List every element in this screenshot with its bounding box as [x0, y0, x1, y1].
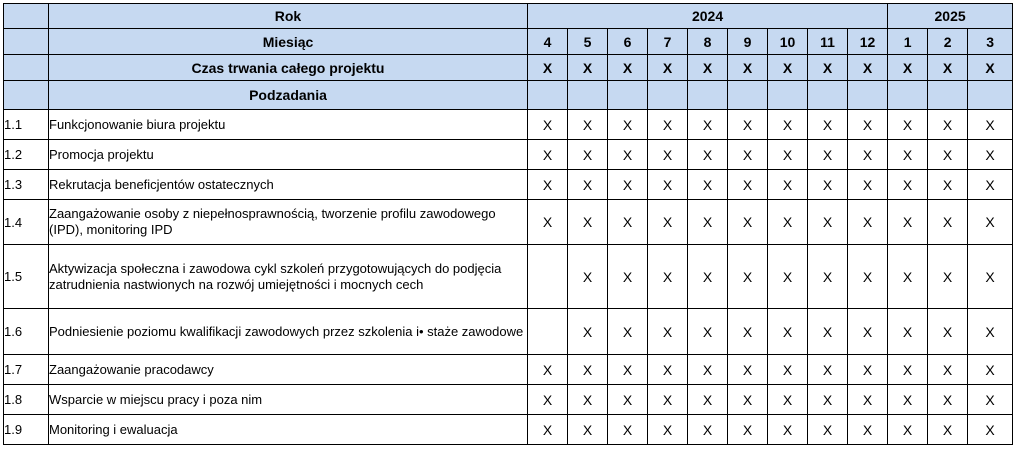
schedule-mark: X — [688, 355, 728, 385]
task-row — [4, 415, 1013, 445]
duration-mark: X — [928, 55, 968, 81]
task-row — [4, 200, 1013, 245]
schedule-mark: X — [968, 385, 1013, 415]
schedule-mark: X — [648, 170, 688, 200]
duration-mark: X — [568, 55, 608, 81]
task-number: 1.6 — [4, 309, 49, 355]
schedule-mark — [528, 309, 568, 355]
schedule-mark: X — [608, 110, 648, 140]
schedule-mark: X — [968, 110, 1013, 140]
task-name: Monitoring i ewaluacja — [49, 415, 528, 445]
schedule-mark: X — [848, 385, 888, 415]
schedule-mark: X — [888, 110, 928, 140]
schedule-mark: X — [648, 385, 688, 415]
schedule-mark: X — [648, 245, 688, 309]
task-name: Promocja projektu — [49, 140, 528, 170]
schedule-mark: X — [768, 385, 808, 415]
duration-mark: X — [608, 55, 648, 81]
schedule-mark: X — [888, 200, 928, 245]
subtasks-header-empty-cell — [608, 81, 648, 110]
task-name: Zaangażowanie osoby z niepełnosprawnością, tworzenie profilu zawodowego (IPD), monitoring IPD — [49, 200, 528, 245]
header-blank-cell — [4, 4, 49, 29]
schedule-mark: X — [568, 415, 608, 445]
schedule-mark: X — [848, 200, 888, 245]
schedule-mark: X — [808, 385, 848, 415]
task-number: 1.1 — [4, 110, 49, 140]
schedule-mark: X — [808, 355, 848, 385]
schedule-mark: X — [968, 415, 1013, 445]
schedule-mark: X — [528, 110, 568, 140]
task-number: 1.8 — [4, 385, 49, 415]
schedule-mark: X — [648, 309, 688, 355]
schedule-mark: X — [648, 200, 688, 245]
schedule-mark: X — [928, 245, 968, 309]
schedule-mark: X — [608, 385, 648, 415]
schedule-mark: X — [608, 245, 648, 309]
header-blank-cell — [4, 29, 49, 55]
duration-mark: X — [848, 55, 888, 81]
schedule-mark: X — [608, 200, 648, 245]
month-cell: 6 — [608, 29, 648, 55]
schedule-mark: X — [608, 309, 648, 355]
header-blank-cell — [4, 55, 49, 81]
schedule-mark: X — [928, 140, 968, 170]
schedule-mark: X — [768, 140, 808, 170]
schedule-mark: X — [888, 170, 928, 200]
subtasks-header-empty-cell — [888, 81, 928, 110]
duration-mark: X — [728, 55, 768, 81]
month-cell: 1 — [888, 29, 928, 55]
task-number: 1.9 — [4, 415, 49, 445]
month-cell: 7 — [648, 29, 688, 55]
task-name: Funkcjonowanie biura projektu — [49, 110, 528, 140]
schedule-mark: X — [528, 385, 568, 415]
duration-mark: X — [768, 55, 808, 81]
schedule-mark: X — [768, 110, 808, 140]
schedule-mark: X — [928, 110, 968, 140]
schedule-mark: X — [568, 245, 608, 309]
subtasks-header-empty-cell — [928, 81, 968, 110]
schedule-mark: X — [568, 200, 608, 245]
month-cell: 4 — [528, 29, 568, 55]
year-2024-cell: 2024 — [528, 4, 888, 29]
subtasks-header-empty-cell — [728, 81, 768, 110]
subtasks-label: Podzadania — [49, 81, 528, 110]
schedule-mark: X — [728, 415, 768, 445]
schedule-mark: X — [848, 355, 888, 385]
task-row — [4, 245, 1013, 309]
subtasks-header-empty-cell — [768, 81, 808, 110]
subtasks-header-empty-cell — [968, 81, 1013, 110]
task-number: 1.3 — [4, 170, 49, 200]
schedule-mark: X — [968, 170, 1013, 200]
header-blank-cell — [4, 81, 49, 110]
schedule-mark: X — [968, 355, 1013, 385]
schedule-mark: X — [888, 309, 928, 355]
task-number: 1.4 — [4, 200, 49, 245]
subtasks-header-empty-cell — [848, 81, 888, 110]
task-row — [4, 385, 1013, 415]
schedule-mark: X — [968, 200, 1013, 245]
task-row — [4, 309, 1013, 355]
schedule-mark: X — [608, 140, 648, 170]
schedule-mark: X — [688, 385, 728, 415]
task-number: 1.7 — [4, 355, 49, 385]
schedule-mark: X — [528, 170, 568, 200]
schedule-mark: X — [848, 140, 888, 170]
schedule-mark: X — [728, 170, 768, 200]
schedule-mark: X — [888, 415, 928, 445]
task-number: 1.5 — [4, 245, 49, 309]
duration-mark: X — [808, 55, 848, 81]
schedule-mark: X — [648, 355, 688, 385]
month-cell: 9 — [728, 29, 768, 55]
schedule-mark: X — [808, 415, 848, 445]
month-cell: 5 — [568, 29, 608, 55]
schedule-mark: X — [648, 140, 688, 170]
task-name: Wsparcie w miejscu pracy i poza nim — [49, 385, 528, 415]
task-name: Zaangażowanie pracodawcy — [49, 355, 528, 385]
schedule-mark: X — [808, 170, 848, 200]
schedule-mark: X — [608, 415, 648, 445]
schedule-mark: X — [888, 245, 928, 309]
schedule-mark: X — [688, 415, 728, 445]
schedule-mark: X — [808, 245, 848, 309]
month-cell: 11 — [808, 29, 848, 55]
schedule-mark: X — [968, 309, 1013, 355]
schedule-mark: X — [808, 200, 848, 245]
schedule-mark: X — [728, 140, 768, 170]
schedule-mark: X — [728, 309, 768, 355]
year-label: Rok — [49, 4, 528, 29]
subtasks-header-empty-cell — [528, 81, 568, 110]
month-label: Miesiąc — [49, 29, 528, 55]
schedule-mark: X — [768, 170, 808, 200]
month-cell: 8 — [688, 29, 728, 55]
duration-row — [4, 55, 1013, 81]
schedule-mark: X — [968, 140, 1013, 170]
schedule-mark: X — [728, 245, 768, 309]
task-name: Rekrutacja beneficjentów ostatecznych — [49, 170, 528, 200]
duration-mark: X — [968, 55, 1013, 81]
schedule-mark: X — [768, 245, 808, 309]
subtasks-header-empty-cell — [688, 81, 728, 110]
schedule-mark: X — [688, 200, 728, 245]
year-2025-cell: 2025 — [888, 4, 1013, 29]
duration-label: Czas trwania całego projektu — [49, 55, 528, 81]
schedule-mark: X — [848, 415, 888, 445]
month-cell: 3 — [968, 29, 1013, 55]
schedule-mark: X — [728, 110, 768, 140]
schedule-mark: X — [568, 110, 608, 140]
schedule-mark: X — [528, 200, 568, 245]
schedule-mark: X — [688, 309, 728, 355]
subtasks-header-empty-cell — [568, 81, 608, 110]
schedule-mark: X — [848, 170, 888, 200]
schedule-mark: X — [968, 245, 1013, 309]
schedule-mark: X — [808, 140, 848, 170]
schedule-mark: X — [728, 385, 768, 415]
duration-mark: X — [888, 55, 928, 81]
task-row — [4, 140, 1013, 170]
schedule-mark: X — [848, 309, 888, 355]
subtasks-header-empty-cell — [808, 81, 848, 110]
schedule-mark: X — [808, 309, 848, 355]
duration-mark: X — [648, 55, 688, 81]
month-cell: 12 — [848, 29, 888, 55]
task-name: Podniesienie poziomu kwalifikacji zawodowych przez szkolenia i• staże zawodowe — [49, 309, 528, 355]
task-row — [4, 355, 1013, 385]
schedule-mark: X — [928, 385, 968, 415]
schedule-mark: X — [688, 170, 728, 200]
schedule-mark: X — [928, 170, 968, 200]
schedule-mark: X — [568, 140, 608, 170]
schedule-mark: X — [848, 245, 888, 309]
schedule-mark: X — [568, 170, 608, 200]
schedule-mark: X — [688, 110, 728, 140]
schedule-mark: X — [928, 415, 968, 445]
schedule-mark: X — [928, 355, 968, 385]
schedule-mark: X — [568, 309, 608, 355]
task-number: 1.2 — [4, 140, 49, 170]
schedule-mark: X — [888, 140, 928, 170]
subtasks-header-row — [4, 81, 1013, 110]
schedule-mark: X — [688, 245, 728, 309]
schedule-mark: X — [648, 110, 688, 140]
task-row — [4, 170, 1013, 200]
schedule-mark: X — [768, 355, 808, 385]
task-name: Aktywizacja społeczna i zawodowa cykl szkoleń przygotowujących do podjęcia zatrudnienia nastwionych na rozwój umiejętności i mocnych cech — [49, 245, 528, 309]
schedule-mark: X — [928, 309, 968, 355]
schedule-mark: X — [888, 385, 928, 415]
schedule-mark: X — [688, 140, 728, 170]
month-cell: 10 — [768, 29, 808, 55]
subtasks-header-empty-cell — [648, 81, 688, 110]
task-row — [4, 110, 1013, 140]
month-cell: 2 — [928, 29, 968, 55]
schedule-mark: X — [728, 200, 768, 245]
month-header-row — [4, 29, 1013, 55]
schedule-mark: X — [528, 140, 568, 170]
schedule-mark: X — [608, 355, 648, 385]
schedule-mark: X — [928, 200, 968, 245]
schedule-mark: X — [848, 110, 888, 140]
schedule-mark: X — [768, 309, 808, 355]
project-schedule-table — [3, 3, 1013, 445]
schedule-mark: X — [528, 355, 568, 385]
schedule-mark: X — [648, 415, 688, 445]
schedule-mark — [528, 245, 568, 309]
schedule-mark: X — [768, 415, 808, 445]
schedule-mark: X — [568, 385, 608, 415]
schedule-mark: X — [568, 355, 608, 385]
schedule-mark: X — [608, 170, 648, 200]
duration-mark: X — [528, 55, 568, 81]
schedule-mark: X — [728, 355, 768, 385]
year-header-row — [4, 4, 1013, 29]
schedule-mark: X — [768, 200, 808, 245]
duration-mark: X — [688, 55, 728, 81]
schedule-mark: X — [528, 415, 568, 445]
schedule-mark: X — [808, 110, 848, 140]
schedule-mark: X — [888, 355, 928, 385]
